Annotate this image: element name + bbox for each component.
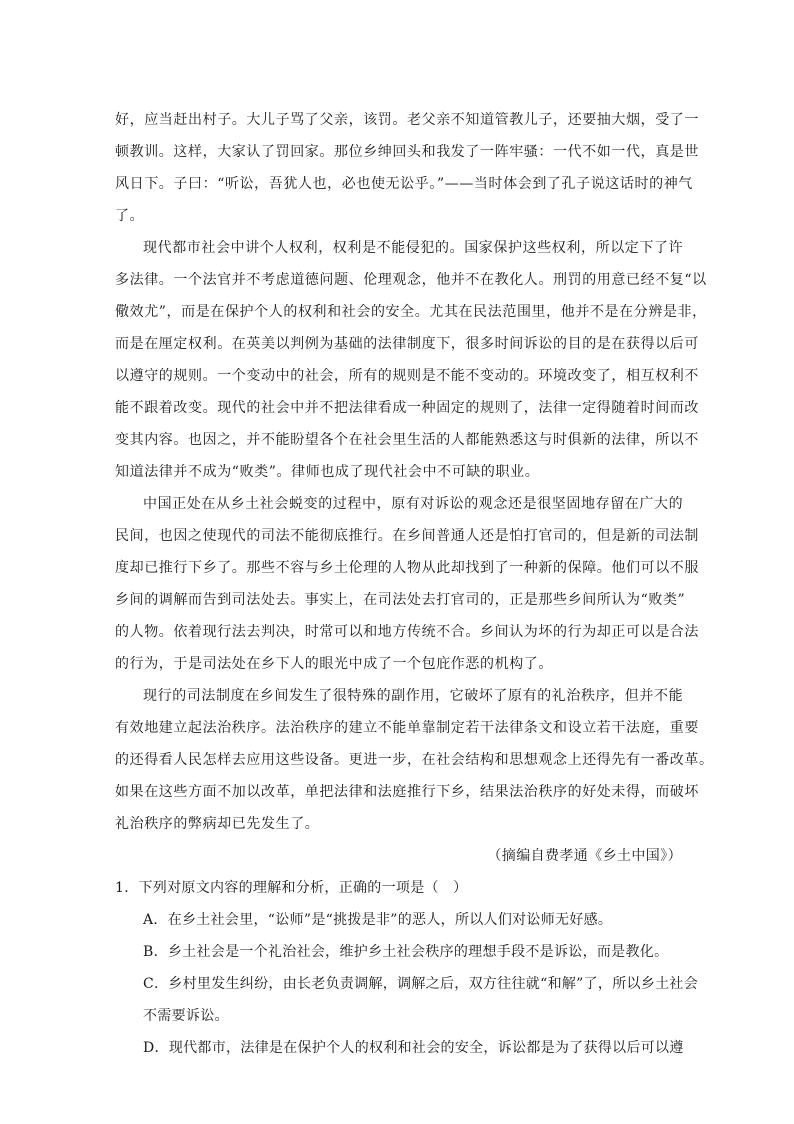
option-c-continuation: 不需要诉讼。 — [143, 1008, 229, 1024]
passage-line: 的行为，于是司法处在乡下人的眼光中成了一个包庇作恶的机构了。 — [115, 656, 553, 672]
option-b: B．乡土社会是一个礼治社会，维护乡土社会秩序的理想手段不是诉讼，而是教化。 — [143, 944, 669, 960]
passage-line: 以遵守的规则。一个变动中的社会，所有的规则是不能不变动的。环境改变了，相互权利不 — [115, 368, 699, 384]
option-d: D．现代都市，法律是在保护个人的权利和社会的安全，诉讼都是为了获得以后可以遵 — [143, 1040, 684, 1056]
passage-line: 现代都市社会中讲个人权利，权利是不能侵犯的。国家保护这些权利，所以定下了许 — [143, 240, 684, 256]
passage-line: 而是在厘定权利。在英美以判例为基础的法律制度下，很多时间诉讼的目的是在获得以后可 — [115, 336, 699, 352]
passage-line: 的还得看人民怎样去应用这些设备。更进一步，在社会结构和思想观念上还得先有一番改革。 — [115, 752, 714, 768]
passage-line: 礼治秩序的弊病却已先发生了。 — [115, 816, 320, 832]
passage-line: 民间，也因之使现代的司法不能彻底推行。在乡间普通人还是怕打官司的，但是新的司法制 — [115, 528, 699, 544]
passage-line: 变其内容。也因之，并不能盼望各个在社会里生活的人都能熟悉这与时俱新的法律，所以不 — [115, 432, 699, 448]
option-a: A．在乡土社会里，“讼师”是“挑拨是非”的恶人，所以人们对讼师无好感。 — [143, 912, 613, 928]
passage-line: 的人物。依着现行法去判决，时常可以和地方传统不合。乡间认为坏的行为却正可以是合法 — [115, 624, 699, 640]
passage-line: 乡间的调解而告到司法处去。事实上，在司法处去打官司的，正是那些乡间所认为“败类” — [115, 592, 686, 608]
question-stem: 1．下列对原文内容的理解和分析，正确的一项是（ ） — [115, 880, 468, 896]
passage-line: 顿教训。这样，大家认了罚回家。那位乡绅回头和我发了一阵牢骚：一代不如一代，真是世 — [115, 144, 699, 160]
passage-line: 好，应当赶出村子。大儿子骂了父亲，该罚。老父亲不知道管教儿子，还要抽大烟，受了一 — [115, 112, 699, 128]
passage-line: 中国正处在从乡土社会蜕变的过程中，原有对诉讼的观念还是很坚固地存留在广大的 — [143, 496, 684, 512]
passage-line: 如果在这些方面不加以改革，单把法律和法庭推行下乡，结果法治秩序的好处未得，而破坏 — [115, 784, 699, 800]
source-attribution: （摘编自费孝通《乡土中国》） — [487, 848, 682, 864]
passage-line: 知道法律并不成为“败类”。律师也成了现代社会中不可缺的职业。 — [115, 464, 540, 480]
passage-line: 儆效尤”，而是在保护个人的权利和社会的安全。尤其在民法范围里，他并不是在分辨是非， — [115, 304, 707, 320]
passage-line: 能不跟着改变。现代的社会中并不把法律看成一种固定的规则了，法律一定得随着时间而改 — [115, 400, 699, 416]
passage-line: 风日下。子曰：“听讼，吾犹人也，必也使无讼乎。”——当时体会到了孔子说这话时的神气 — [115, 176, 693, 192]
passage-line: 多法律。一个法官并不考虑道德问题、伦理观念，他并不在教化人。刑罚的用意已经不复“以 — [115, 272, 707, 288]
passage-line: 度却已推行下乡了。那些不容与乡土伦理的人物从此却找到了一种新的保障。他们可以不服 — [115, 560, 699, 576]
option-c: C．乡村里发生纠纷，由长老负责调解，调解之后，双方往往就“和解”了，所以乡土社会 — [143, 976, 699, 992]
passage-line: 了。 — [115, 208, 145, 224]
passage-line: 现行的司法制度在乡间发生了很特殊的副作用，它破坏了原有的礼治秩序，但并不能 — [143, 688, 684, 704]
passage-line: 有效地建立起法治秩序。法治秩序的建立不能单靠制定若干法律条文和设立若干法庭，重要 — [115, 720, 699, 736]
